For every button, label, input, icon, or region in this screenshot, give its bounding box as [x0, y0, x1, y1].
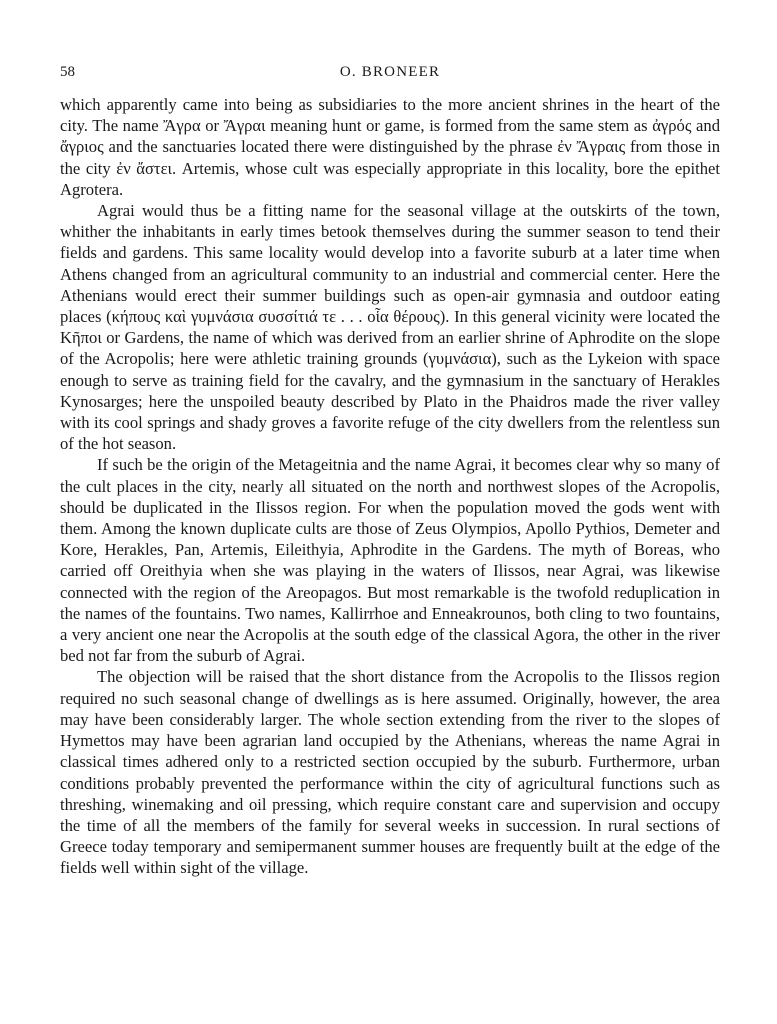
running-head [60, 60, 720, 84]
page-number: 58 [60, 64, 75, 80]
paragraph-metageitnia: If such be the origin of the Metageitnia and the name Agrai, it becomes clear why so many of the cult places in the city, nearly all situated on the north and northwest slopes of the Acropolis, should be duplicated in the Ilissos region. For when the population moved the gods went with them. Among the known duplicate cults are those of Zeus Olympios, Apollo Pythios, Demeter and Kore, Herakles, Pan, Artemis, Eileithyia, Aphrodite in the Gardens. The myth of Boreas, who carried off Oreithyia when she was playing in the waters of Ilissos, near Agrai, was likewise connected with the region of the Areopagos. But most remarkable is the twofold reduplication in the names of the fountains. Two names, Kallirrhoe and Enneakrounos, both cling to two fountains, a very ancient one near the Acropolis at the south edge of the classical Agora, the other in the river bed not far from the suburb of Agrai. [60, 455, 720, 666]
page [60, 60, 720, 879]
body-text [60, 94, 720, 879]
paragraph-objection: The objection will be raised that the short distance from the Acropolis to the Ilissos region required no such seasonal change of dwellings as is here assumed. Originally, however, the area may have been considerably larger. The whole section extending from the river to the slopes of Hymettos may have been agrarian land occupied by the Athenians, whereas the name Agrai in classical times adhered only to a restricted section occupied by the suburb. Furthermore, urban conditions probably prevented the performance within the city of agricultural functions such as threshing, winemaking and oil pressing, which require constant care and supervision and occupy the time of all the members of the family for several weeks in succession. In rural sections of Greece today temporary and semipermanent summer houses are frequently built at the edge of the fields well within sight of the village. [60, 667, 720, 878]
paragraph-1-continued: which apparently came into being as subsidiaries to the more ancient shrines in the heart of the city. The name Ἄγρα or Ἄγραι meaning hunt or game, is formed from the same stem as ἀγρός and ἄγριος and the sanctuaries located there were distinguished by the phrase ἐν Ἄγραις from those in the city ἐν ἄστει. Artemis, whose cult was especially appropriate in this locality, bore the epithet Agrotera. [60, 95, 720, 199]
paragraph-agrai-village: Agrai would thus be a fitting name for the seasonal village at the outskirts of the town, whither the inhabitants in early times betook themselves during the summer season to tend their fields and gardens. This same locality would develop into a favorite suburb at a later time when Athens changed from an agricultural community to an industrial and commercial center. Here the Athenians would erect their summer buildings such as open-air gymnasia and outdoor eating places (κήπους καὶ γυμνάσια συσσίτιά τε . . . οἷα θέρους). In this general vicinity were located the Κῆποι or Gardens, the name of which was derived from an earlier shrine of Aphrodite on the slope of the Acropolis; here were athletic training grounds (γυμνάσια), such as the Lykeion with space enough to serve as training field for the cavalry, and the gymnasium in the sanctuary of Herakles Kynosarges; here the unspoiled beauty described by Plato in the Phaidros made the river valley with its cool springs and shady groves a favorite refuge of the city dwellers from the relentless sun of the hot season. [60, 201, 720, 454]
header-author: O. BRONEER [339, 64, 441, 80]
